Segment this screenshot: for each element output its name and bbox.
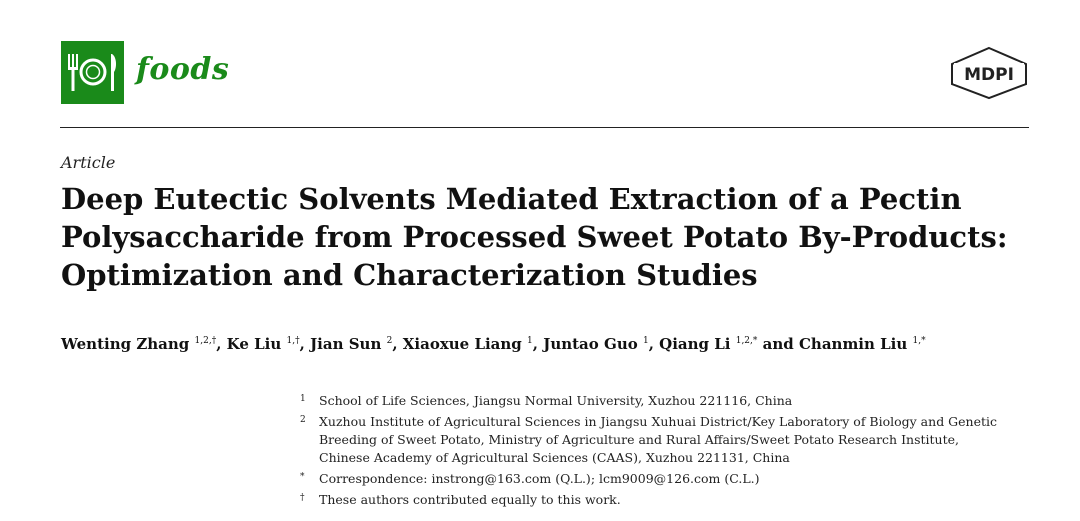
author-list: Wenting Zhang $^{1,2,\dagger}$, Ke Liu $^{1,\dagger}$, Jian Sun $^2$, Xiaoxue Liang $^1$, Juntao Guo $^1$, Qiang Li $^{1,2,*}$ and Chanmin Liu $^{1,*}$ bbox=[61, 335, 926, 353]
affiliation-text-line: School of Life Sciences, Jiangsu Normal University, Xuzhou 221116, China bbox=[319, 393, 793, 408]
author-name: Jian Sun bbox=[310, 335, 387, 353]
affiliation-text-line: Chinese Academy of Agricultural Sciences (CAAS), Xuzhou 221131, China bbox=[319, 450, 790, 465]
affiliation-text-line: Correspondence: instrong@163.com (Q.L.); lcm9009@126.com (C.L.) bbox=[319, 471, 760, 486]
author-affiliation-marker: 1,2,† bbox=[194, 336, 217, 346]
foods-logo bbox=[61, 41, 124, 104]
affiliation-marker: 2 bbox=[300, 415, 306, 425]
author-affiliation-marker: 1 bbox=[642, 336, 649, 346]
author-name: Chanmin Liu bbox=[798, 335, 913, 353]
article-type: Article bbox=[61, 153, 116, 172]
author-name: Juntao Guo bbox=[543, 335, 643, 353]
affiliation-text-line: Breeding of Sweet Potato, Ministry of Agriculture and Rural Affairs/Sweet Potato Research Institute, bbox=[319, 432, 959, 447]
author-name: Xiaoxue Liang bbox=[402, 335, 528, 353]
author-name: Ke Liu bbox=[226, 335, 287, 353]
affiliation-marker: * bbox=[300, 472, 305, 482]
publisher-name: MDPI bbox=[964, 65, 1014, 85]
journal-name: foods bbox=[136, 52, 230, 87]
affiliation-text-line: Xuzhou Institute of Agricultural Sciences in Jiangsu Xuhuai District/Key Laboratory of Biology and Genetic bbox=[319, 414, 998, 429]
author-affiliation-marker: 1,* bbox=[912, 336, 926, 346]
affiliation-item bbox=[296, 491, 1056, 509]
author-affiliation-marker: 1,2,* bbox=[735, 336, 758, 346]
affiliation-item bbox=[296, 392, 1056, 410]
cutlery-plate-icon bbox=[61, 41, 124, 104]
header-rule bbox=[60, 127, 1029, 128]
affiliation-list bbox=[296, 392, 1056, 512]
author-affiliation-marker: 1,† bbox=[286, 336, 300, 346]
mdpi-logo bbox=[949, 46, 1029, 100]
affiliation-marker: 1 bbox=[300, 394, 306, 404]
affiliation-marker: † bbox=[300, 493, 305, 503]
author-name: Wenting Zhang bbox=[61, 335, 195, 353]
author-name: Qiang Li bbox=[659, 335, 736, 353]
title-line: Optimization and Characterization Studies bbox=[61, 258, 758, 292]
title-line: Deep Eutectic Solvents Mediated Extraction of a Pectin bbox=[61, 182, 962, 216]
author-affiliation-marker: 1 bbox=[527, 336, 533, 346]
title-line: Polysaccharide from Processed Sweet Potato By-Products: bbox=[61, 220, 1008, 254]
article-title bbox=[61, 180, 1041, 294]
author-affiliation-marker: 2 bbox=[386, 336, 393, 346]
affiliation-item bbox=[296, 470, 1056, 488]
affiliation-item bbox=[296, 413, 1056, 467]
affiliation-text-line: These authors contributed equally to this work. bbox=[319, 492, 621, 507]
